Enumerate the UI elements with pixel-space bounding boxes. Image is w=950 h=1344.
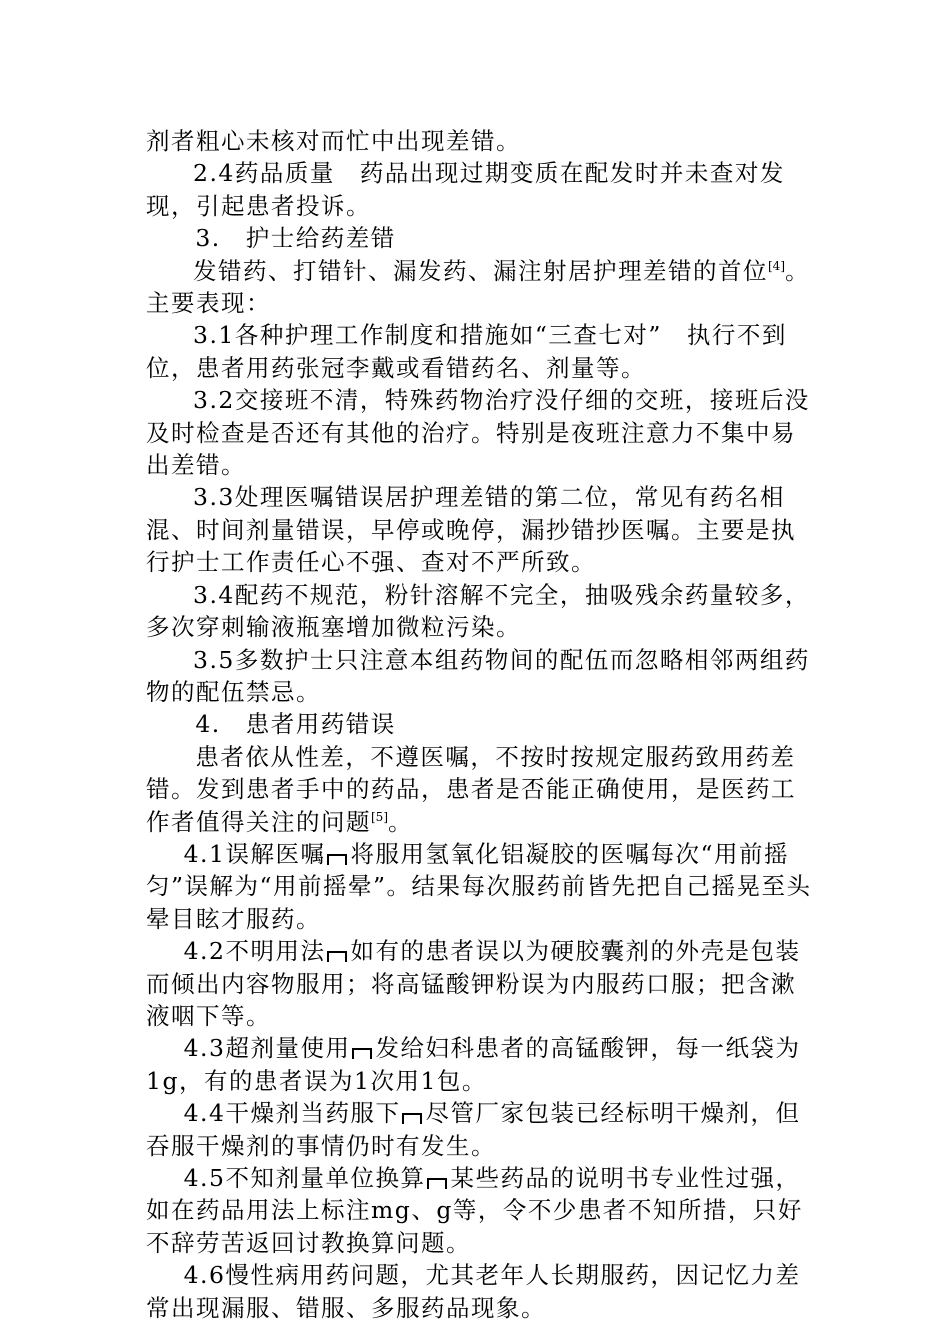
citation-5: [5] xyxy=(371,809,388,824)
paragraph-4-3: 4.3超剂量使用 发给妇科患者的高锰酸钾，每一纸袋为1g，有的患者误为1次用1包。 xyxy=(146,1034,801,1095)
paragraph-4-2: 4.2不明用法 如有的患者误以为硬胶囊剂的外壳是包装而倾出内容物服用；将高锰酸钾粉误为内服药口服；把含漱液咽下等。 xyxy=(146,937,801,1030)
separator-mark xyxy=(402,1113,422,1124)
paragraph-4-6: 4.6慢性病用药问题，尤其老年人长期服药，因记忆力差常出现漏服、错服、多服药品现象。 xyxy=(146,1261,801,1322)
paragraph-3-3: 3.3处理医嘱错误居护理差错的第二位，常见有药名相混、时间剂量错误，早停或晚停，漏抄错抄医嘱。主要是执行护士工作责任心不强、查对不严所致。 xyxy=(146,483,796,577)
separator-mark xyxy=(327,951,347,962)
separator-mark xyxy=(427,1178,447,1189)
section-heading-patient-errors: 4. 患者用药错误 xyxy=(195,710,396,739)
paragraph-3-4: 3.4配药不规范，粉针溶解不完全，抽吸残余药量较多，多次穿刺输液瓶塞增加微粒污染。 xyxy=(146,580,810,642)
paragraph-3-1: 3.1各种护理工作制度和措施如“三查七对” 执行不到位，患者用药张冠李戴或看错药名、剂量等。 xyxy=(146,321,787,382)
citation-4: [4] xyxy=(768,258,785,273)
separator-mark xyxy=(352,1048,372,1059)
paragraph-4-5: 4.5不知剂量单位换算 某些药品的说明书专业性过强，如在药品用法上标注mg、g等，令不少患者不知所措，只好不辞劳苦返回讨教换算问题。 xyxy=(146,1164,803,1257)
document-body xyxy=(146,125,816,1324)
paragraph-nurse-errors-intro: 发错药、打错针、漏发药、漏注射居护理差错的首位[4]。主要表现： xyxy=(146,256,810,318)
paragraph-patient-errors-intro: 患者依从性差，不遵医嘱，不按时按规定服药致用药差错。发到患者手中的药品，患者是否能正确使用，是医药工作者值得关注的问题[5]。 xyxy=(146,742,796,836)
separator-mark xyxy=(327,854,347,865)
paragraph-drug-quality: 2.4药品质量 药品出现过期变质在配发时并未查对发现，引起患者投诉。 xyxy=(146,159,785,220)
paragraph-dispensing-carelessness: 剂者粗心未核对而忙中出现差错。 xyxy=(146,127,521,155)
paragraph-4-1: 4.1误解医嘱 将服用氢氧化铝凝胶的医嘱每次“用前摇匀”误解为“用前摇晕”。结果每次服药前皆先把自己摇晃至头晕目眩才服药。 xyxy=(146,839,812,933)
paragraph-3-2: 3.2交接班不清，特殊药物治疗没仔细的交班，接班后没及时检查是否还有其他的治疗。特别是夜班注意力不集中易出差错。 xyxy=(146,386,810,480)
paragraph-3-5: 3.5多数护士只注意本组药物间的配伍而忽略相邻两组药物的配伍禁忌。 xyxy=(146,645,810,706)
section-heading-nurse-errors: 3. 护士给药差错 xyxy=(195,224,396,253)
paragraph-4-4: 4.4干燥剂当药服下 尽管厂家包装已经标明干燥剂，但吞服干燥剂的事情仍时有发生。 xyxy=(146,1099,801,1160)
